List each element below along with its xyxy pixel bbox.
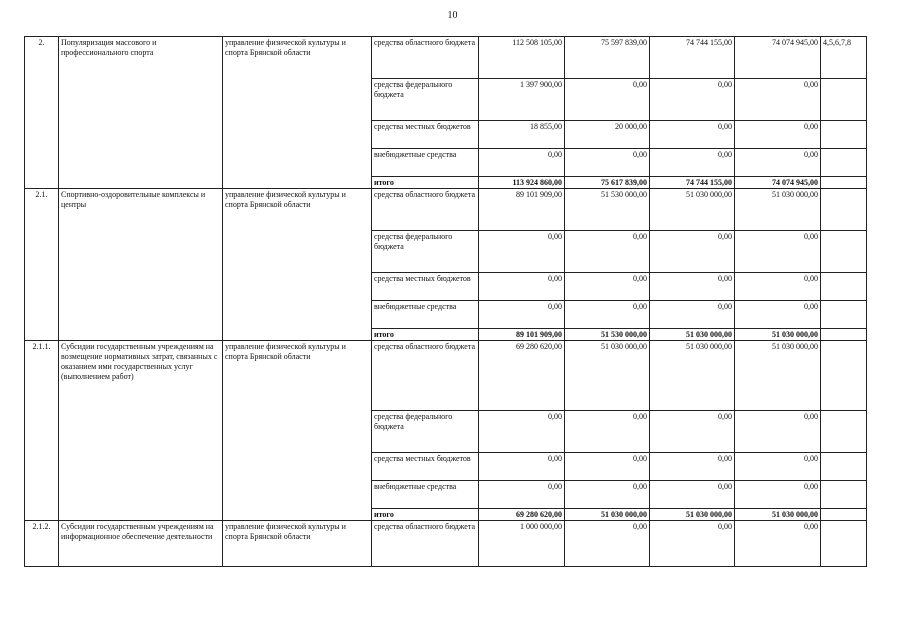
item-executor: управление физической культуры и спорта Брянской области xyxy=(223,521,372,567)
indicator-refs xyxy=(821,79,867,121)
item-number: 2. xyxy=(25,37,59,189)
funding-source: средства областного бюджета xyxy=(372,37,479,79)
amount-v3: 0,00 xyxy=(650,481,735,509)
amount-v4: 0,00 xyxy=(735,231,821,273)
indicator-refs xyxy=(821,481,867,509)
amount-v2: 0,00 xyxy=(565,149,650,177)
table-row xyxy=(25,189,867,231)
indicator-refs xyxy=(821,149,867,177)
amount-v3: 74 744 155,00 xyxy=(650,177,735,189)
indicator-refs: 4,5,6,7,8 xyxy=(821,37,867,79)
amount-v1: 69 280 620,00 xyxy=(479,341,565,411)
funding-source: внебюджетные средства xyxy=(372,149,479,177)
amount-v2: 0,00 xyxy=(565,79,650,121)
amount-v1: 89 101 909,00 xyxy=(479,189,565,231)
table-row xyxy=(25,521,867,567)
indicator-refs xyxy=(821,521,867,567)
funding-source: средства областного бюджета xyxy=(372,189,479,231)
amount-v3: 0,00 xyxy=(650,79,735,121)
item-name: Субсидии государственным учреждениям на информационное обеспечение деятельности xyxy=(59,521,223,567)
amount-v4: 0,00 xyxy=(735,301,821,329)
indicator-refs xyxy=(821,121,867,149)
funding-source: средства федерального бюджета xyxy=(372,79,479,121)
amount-v3: 0,00 xyxy=(650,273,735,301)
amount-v4: 0,00 xyxy=(735,521,821,567)
amount-v4: 0,00 xyxy=(735,121,821,149)
page-number: 10 xyxy=(447,10,458,21)
amount-v3: 0,00 xyxy=(650,121,735,149)
item-executor: управление физической культуры и спорта Брянской области xyxy=(223,189,372,341)
amount-v2: 0,00 xyxy=(565,301,650,329)
funding-source: средства областного бюджета xyxy=(372,521,479,567)
indicator-refs xyxy=(821,273,867,301)
funding-source: итого xyxy=(372,177,479,189)
amount-v4: 0,00 xyxy=(735,149,821,177)
amount-v1: 0,00 xyxy=(479,411,565,453)
funding-source: средства федерального бюджета xyxy=(372,411,479,453)
funding-source: итого xyxy=(372,329,479,341)
item-number: 2.1.2. xyxy=(25,521,59,567)
amount-v2: 51 530 000,00 xyxy=(565,329,650,341)
indicator-refs xyxy=(821,231,867,273)
amount-v3: 74 744 155,00 xyxy=(650,37,735,79)
funding-source: внебюджетные средства xyxy=(372,301,479,329)
amount-v3: 0,00 xyxy=(650,411,735,453)
amount-v1: 1 397 900,00 xyxy=(479,79,565,121)
amount-v1: 0,00 xyxy=(479,231,565,273)
funding-source: средства местных бюджетов xyxy=(372,273,479,301)
funding-source: средства областного бюджета xyxy=(372,341,479,411)
amount-v4: 74 074 945,00 xyxy=(735,177,821,189)
indicator-refs xyxy=(821,341,867,411)
amount-v1: 89 101 909,00 xyxy=(479,329,565,341)
amount-v3: 0,00 xyxy=(650,231,735,273)
budget-table xyxy=(24,36,867,567)
item-name: Популяризация массового и профессионального спорта xyxy=(59,37,223,189)
amount-v3: 0,00 xyxy=(650,521,735,567)
amount-v2: 75 617 839,00 xyxy=(565,177,650,189)
amount-v4: 0,00 xyxy=(735,273,821,301)
amount-v2: 0,00 xyxy=(565,273,650,301)
indicator-refs xyxy=(821,453,867,481)
amount-v4: 51 030 000,00 xyxy=(735,329,821,341)
amount-v4: 51 030 000,00 xyxy=(735,341,821,411)
amount-v1: 113 924 860,00 xyxy=(479,177,565,189)
amount-v2: 51 030 000,00 xyxy=(565,341,650,411)
amount-v3: 0,00 xyxy=(650,301,735,329)
indicator-refs xyxy=(821,411,867,453)
amount-v3: 51 030 000,00 xyxy=(650,509,735,521)
amount-v2: 51 030 000,00 xyxy=(565,509,650,521)
item-executor: управление физической культуры и спорта Брянской области xyxy=(223,341,372,521)
table-row xyxy=(25,37,867,79)
amount-v2: 0,00 xyxy=(565,231,650,273)
amount-v4: 74 074 945,00 xyxy=(735,37,821,79)
amount-v1: 112 508 105,00 xyxy=(479,37,565,79)
item-name: Субсидии государственным учреждениям на возмещение нормативных затрат, связанных с оказанием ими государственных услуг (выполнением работ) xyxy=(59,341,223,521)
item-name: Спортивно-оздоровительные комплексы и центры xyxy=(59,189,223,341)
amount-v1: 0,00 xyxy=(479,149,565,177)
amount-v2: 20 000,00 xyxy=(565,121,650,149)
funding-source: средства местных бюджетов xyxy=(372,121,479,149)
amount-v3: 0,00 xyxy=(650,149,735,177)
item-number: 2.1.1. xyxy=(25,341,59,521)
funding-source: внебюджетные средства xyxy=(372,481,479,509)
amount-v3: 51 030 000,00 xyxy=(650,189,735,231)
amount-v1: 0,00 xyxy=(479,453,565,481)
amount-v4: 51 030 000,00 xyxy=(735,509,821,521)
item-number: 2.1. xyxy=(25,189,59,341)
table-row xyxy=(25,341,867,411)
indicator-refs xyxy=(821,509,867,521)
indicator-refs xyxy=(821,301,867,329)
amount-v2: 0,00 xyxy=(565,481,650,509)
indicator-refs xyxy=(821,329,867,341)
amount-v4: 0,00 xyxy=(735,481,821,509)
funding-source: средства местных бюджетов xyxy=(372,453,479,481)
amount-v2: 0,00 xyxy=(565,411,650,453)
amount-v1: 18 855,00 xyxy=(479,121,565,149)
amount-v4: 0,00 xyxy=(735,79,821,121)
amount-v2: 51 530 000,00 xyxy=(565,189,650,231)
amount-v3: 51 030 000,00 xyxy=(650,329,735,341)
amount-v1: 0,00 xyxy=(479,273,565,301)
amount-v1: 0,00 xyxy=(479,481,565,509)
item-executor: управление физической культуры и спорта Брянской области xyxy=(223,37,372,189)
amount-v4: 0,00 xyxy=(735,453,821,481)
funding-source: средства федерального бюджета xyxy=(372,231,479,273)
amount-v2: 0,00 xyxy=(565,453,650,481)
amount-v4: 0,00 xyxy=(735,411,821,453)
indicator-refs xyxy=(821,177,867,189)
amount-v1: 69 280 620,00 xyxy=(479,509,565,521)
amount-v3: 0,00 xyxy=(650,453,735,481)
amount-v2: 0,00 xyxy=(565,521,650,567)
amount-v3: 51 030 000,00 xyxy=(650,341,735,411)
amount-v2: 75 597 839,00 xyxy=(565,37,650,79)
indicator-refs xyxy=(821,189,867,231)
amount-v1: 1 000 000,00 xyxy=(479,521,565,567)
amount-v1: 0,00 xyxy=(479,301,565,329)
amount-v4: 51 030 000,00 xyxy=(735,189,821,231)
funding-source: итого xyxy=(372,509,479,521)
